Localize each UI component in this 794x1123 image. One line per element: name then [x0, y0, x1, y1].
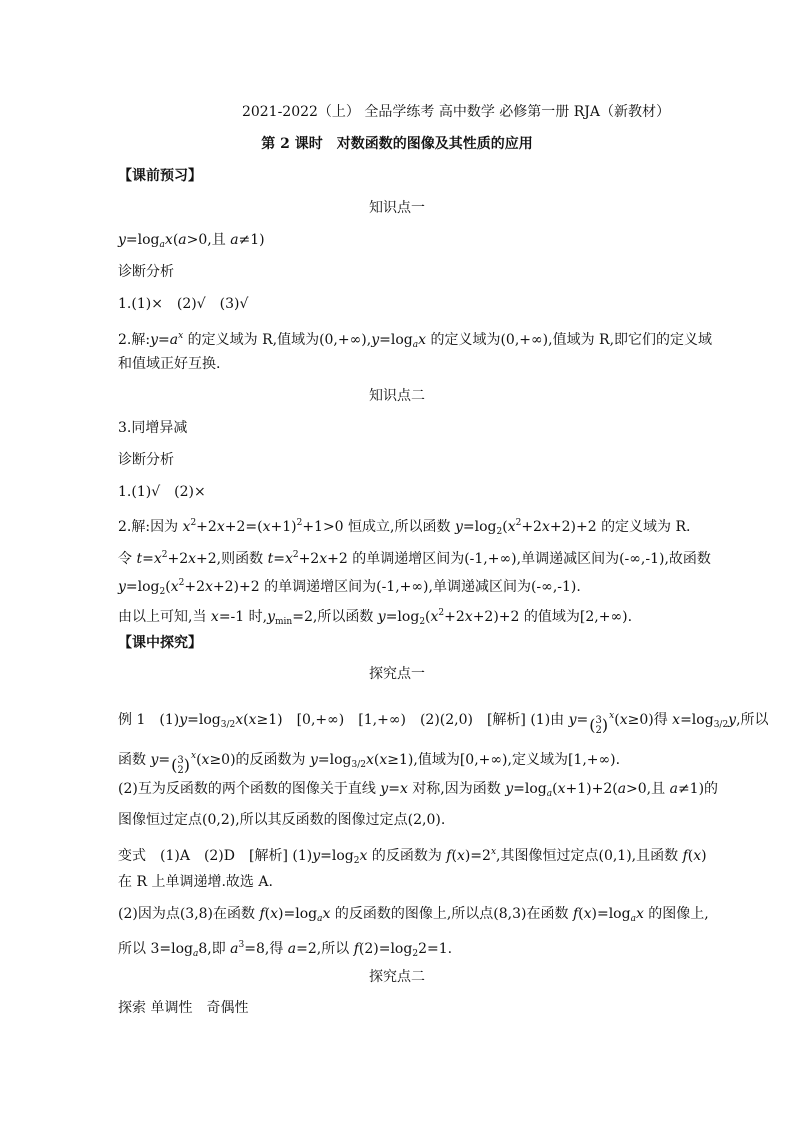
kp2-item3: 3.同增异减 — [118, 420, 188, 436]
kp2-q2-line1: 2.解:因为 $x^2+2x+2=(x+1)^2+1>0$ 恒成立,所以函数 $y=\log_2(x^2+2x+2)+2$ 的定义域为 R. — [118, 518, 691, 537]
kp1-q2-line2: 和值域正好互换. — [118, 356, 221, 372]
kp1-answers: 1.(1)× (2)√ (3)√ — [118, 296, 249, 312]
topic-2-explore: 探索 单调性 奇偶性 — [118, 1000, 249, 1016]
course-header: 2021-2022（上） 全品学练考 高中数学 必修第一册 RJA（新教材） — [241, 104, 670, 120]
example-1-line3: (2)互为反函数的两个函数的图像关于直线 y=x 对称,因为函数 $y=\log_a(x+1)+2(a>0$,且 a≠1)的 — [118, 781, 719, 799]
kp2-answers: 1.(1)√ (2)× — [118, 484, 206, 500]
kp2-diagnosis-label: 诊断分析 — [118, 452, 174, 468]
kp2-q2-line2: 令 $t=x^2+2x+2$,则函数 $t=x^2+2x+2$ 的单调递增区间为(-1,+∞),单调递减区间为(-∞,-1),故函数 — [118, 550, 711, 567]
kp1-q2-line1: 2.解$:y=a^x$ 的定义域为 R,值域为$(0,+\infty),y=\log_ax$ 的定义域为(0,+∞),值域为 R,即它们的定义域 — [118, 331, 713, 350]
variant-line2: 在 R 上单调递增.故选 A. — [118, 874, 273, 890]
kp2-q2-line4: 由以上可知,当 x=-1 时$,y_{min}=2$,所以函数 $y=\log_2(x^2+2x+2)+2$ 的值域为[2,+∞). — [118, 608, 633, 627]
example-1-line4: 图像恒过定点(0,2),所以其反函数的图像过定点(2,0). — [118, 812, 446, 828]
section-preview-heading: 【课前预习】 — [118, 168, 202, 184]
knowledge-point-1-title: 知识点一 — [369, 200, 425, 216]
topic-2-title: 探究点二 — [369, 969, 425, 985]
variant-line3: (2)因为点(3,8)在函数 $f(x)=\log_ax$ 的反函数的图像上,所以点(8,3)在函数 $f(x)=\log_ax$ 的图像上, — [118, 906, 709, 924]
lesson-title: 第 2 课时 对数函数的图像及其性质的应用 — [261, 136, 533, 152]
example-1-line2: 函数 y=( 3 2 )$^x$(x≥0)的反函数为 $y=\log_{3/2}x(x\ge 1)$,值域为[0,+∞),定义域为[1,+∞). — [118, 751, 621, 776]
variant-line1: 变式 (1)A (2)D [解析] $(1)y=\log_2x$ 的反函数为 $f(x)=2^x$,其图像恒过定点(0,1),且函数 f(x) — [118, 847, 707, 866]
kp2-q2-line3: $y=\log_2(x^2+2x+2)+2$ 的单调递增区间为(-1,+∞),单调递减区间为(-∞,-1). — [118, 578, 581, 597]
kp1-formula: $y=\log_ax(a>0$,且 a≠1) — [118, 232, 265, 250]
section-class-heading: 【课中探究】 — [118, 635, 202, 651]
kp1-diagnosis-label: 诊断分析 — [118, 264, 174, 280]
variant-line4: 所以 $3=\log_a8$,即 $a^3=8$,得 a=2,所以 $f(2)=\log_22=1$. — [118, 940, 453, 959]
example-1-line1: 例 1 $(1)y=\log_{3/2}x(x\ge 1)$ [0,+∞) [1,+∞) (2)(2,0) [解析] (1)由 y=( 3 2 )$^x$(x≥0)得 $x=\log_{3/2}y$,所以 — [118, 711, 769, 736]
topic-1-title: 探究点一 — [369, 666, 425, 682]
knowledge-point-2-title: 知识点二 — [369, 388, 425, 404]
